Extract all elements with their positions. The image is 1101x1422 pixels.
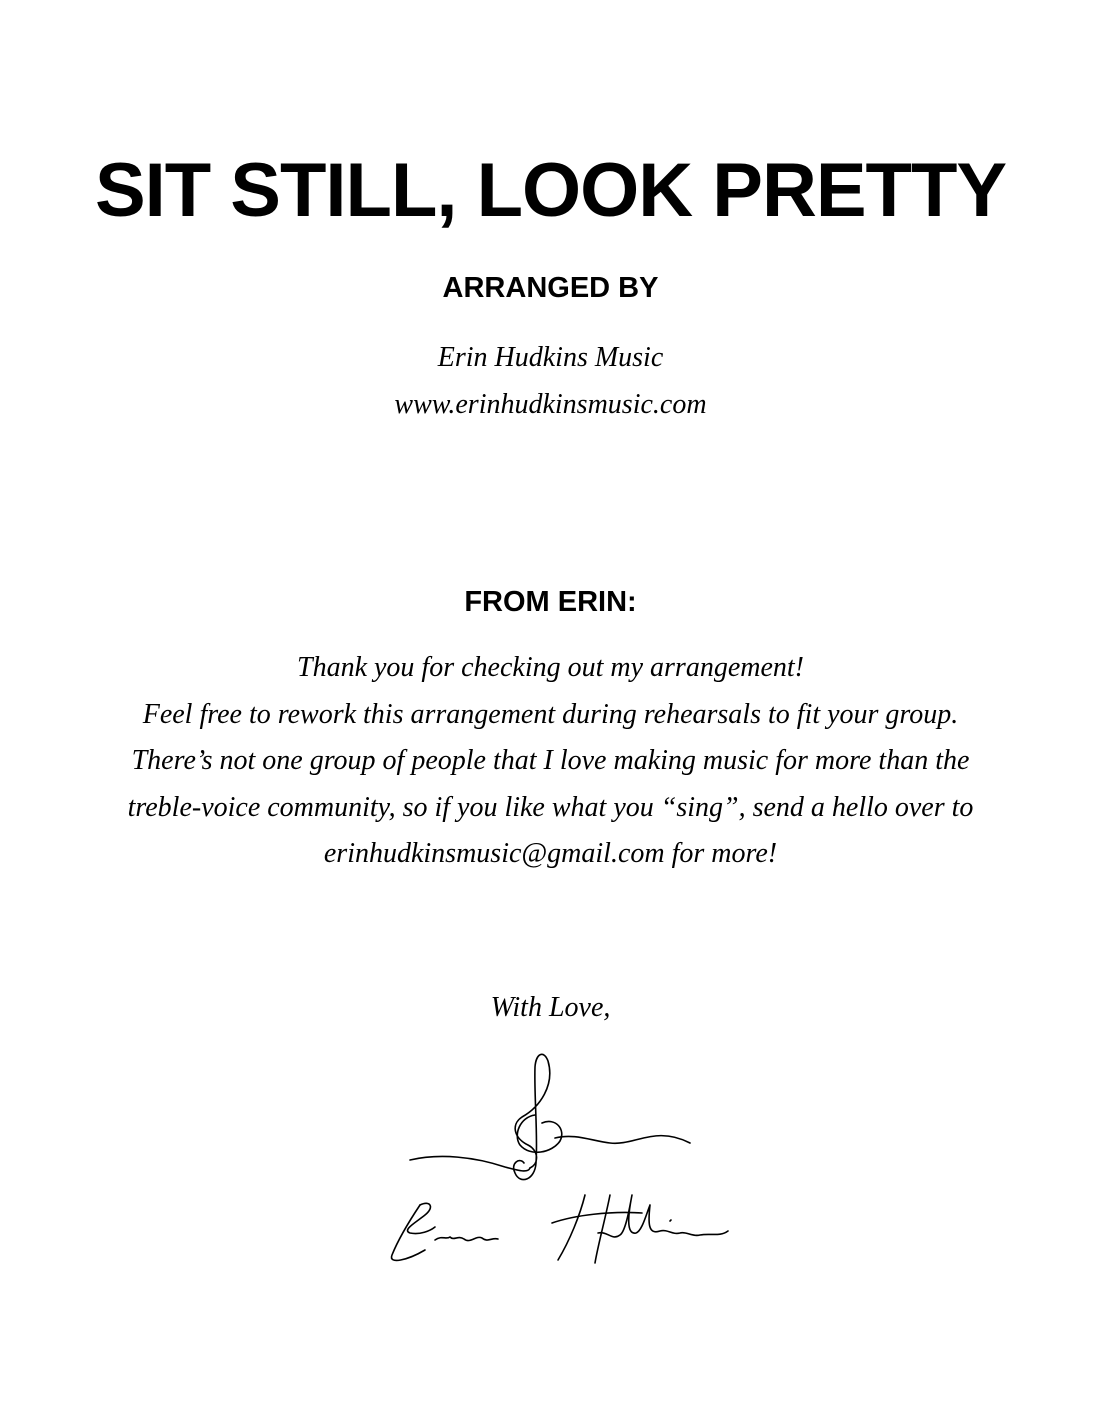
message-line: Feel free to rework this arrangement during rehearsals to fit your group. xyxy=(142,698,959,730)
page-title: SIT STILL, LOOK PRETTY xyxy=(94,148,1007,233)
arranger-name: Erin Hudkins Music xyxy=(437,342,664,373)
message-line: treble-voice community, so if you like what you “sing”, send a hello over to xyxy=(127,791,974,823)
closing-text: With Love, xyxy=(490,992,611,1023)
signature-script xyxy=(391,1195,728,1263)
treble-clef-icon xyxy=(410,1054,690,1179)
signature xyxy=(380,1045,740,1275)
message-line: There’s not one group of people that I love making music for more than the xyxy=(131,745,970,776)
from-erin-heading: FROM ERIN: xyxy=(464,586,637,618)
message-line: Thank you for checking out my arrangement! xyxy=(297,652,804,683)
arranger-website: www.erinhudkinsmusic.com xyxy=(394,389,707,420)
arranger-info xyxy=(0,334,1101,428)
message-body xyxy=(0,645,1101,878)
message-line: erinhudkinsmusic@gmail.com for more! xyxy=(323,838,778,869)
arranged-by-heading: ARRANGED BY xyxy=(442,272,659,304)
